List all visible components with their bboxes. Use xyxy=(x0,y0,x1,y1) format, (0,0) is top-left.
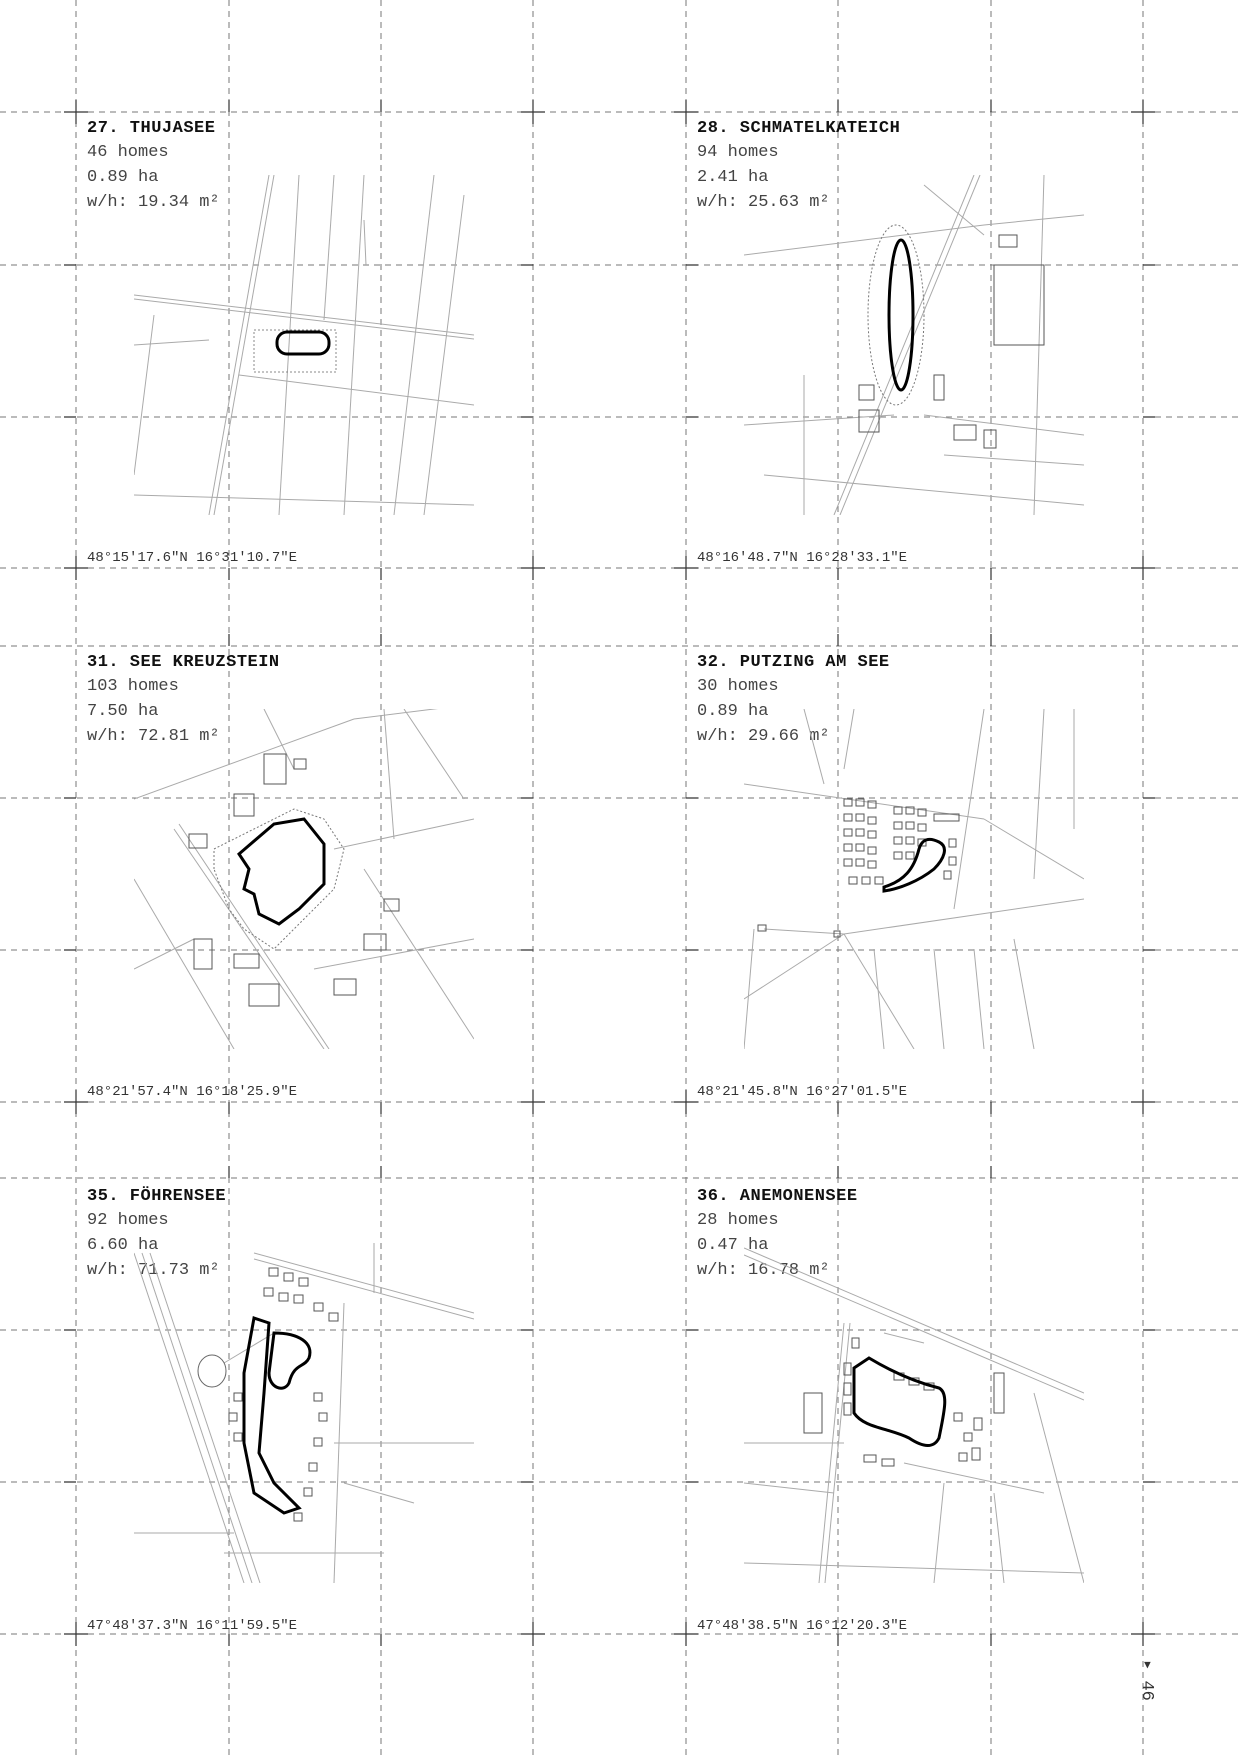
site-coordinates: 48°15'17.6"N 16°31'10.7"E xyxy=(87,550,298,566)
site-card-schmatelkateich xyxy=(697,118,1103,566)
site-ratio: w/h: 29.66 m² xyxy=(697,727,830,746)
site-area: 2.41 ha xyxy=(697,168,769,187)
site-area: 0.89 ha xyxy=(87,168,159,187)
site-homes: 103 homes xyxy=(87,677,179,696)
site-title: 32. PUTZING AM SEE xyxy=(697,653,890,672)
site-ratio: w/h: 25.63 m² xyxy=(697,193,830,212)
site-card-see-kreuzstein xyxy=(87,652,493,1100)
site-coordinates: 48°21'57.4"N 16°18'25.9"E xyxy=(87,1084,298,1100)
site-ratio: w/h: 71.73 m² xyxy=(87,1261,220,1280)
site-title: 28. SCHMATELKATEICH xyxy=(697,119,901,138)
site-area: 0.89 ha xyxy=(697,702,769,721)
site-homes: 28 homes xyxy=(697,1211,779,1230)
site-area: 7.50 ha xyxy=(87,702,159,721)
site-homes: 94 homes xyxy=(697,143,779,162)
site-homes: 92 homes xyxy=(87,1211,169,1230)
site-coordinates: 48°21'45.8"N 16°27'01.5"E xyxy=(697,1084,908,1100)
site-coordinates: 47°48'37.3"N 16°11'59.5"E xyxy=(87,1618,298,1634)
site-homes: 46 homes xyxy=(87,143,169,162)
site-ratio: w/h: 72.81 m² xyxy=(87,727,220,746)
page-marker: ▸ xyxy=(1137,1660,1156,1671)
site-homes: 30 homes xyxy=(697,677,779,696)
site-map xyxy=(744,1243,1084,1583)
site-area: 0.47 ha xyxy=(697,1236,769,1255)
site-title: 36. ANEMONENSEE xyxy=(697,1187,858,1206)
page-number-value: 46 xyxy=(1137,1680,1156,1701)
site-card-foehrensee xyxy=(87,1186,493,1634)
site-title: 31. SEE KREUZSTEIN xyxy=(87,653,280,672)
site-title: 27. THUJASEE xyxy=(87,119,216,138)
site-map xyxy=(134,1243,474,1583)
site-map xyxy=(134,709,474,1049)
site-area: 6.60 ha xyxy=(87,1236,159,1255)
site-map xyxy=(744,709,1084,1049)
site-card-thujasee xyxy=(87,118,493,566)
page-number xyxy=(1137,1660,1158,1701)
site-map xyxy=(134,175,474,515)
site-ratio: w/h: 19.34 m² xyxy=(87,193,220,212)
site-coordinates: 47°48'38.5"N 16°12'20.3"E xyxy=(697,1618,908,1634)
site-title: 35. FÖHRENSEE xyxy=(87,1187,227,1206)
site-map xyxy=(744,175,1084,515)
site-card-putzing-am-see xyxy=(697,652,1103,1100)
site-card-anemonensee xyxy=(697,1186,1103,1634)
site-ratio: w/h: 16.78 m² xyxy=(697,1261,830,1280)
site-coordinates: 48°16'48.7"N 16°28'33.1"E xyxy=(697,550,908,566)
